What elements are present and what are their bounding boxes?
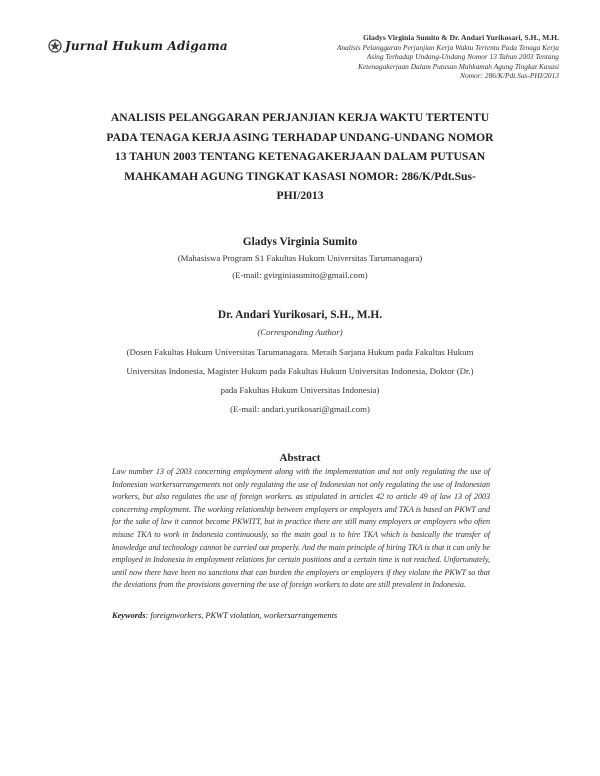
keywords-values: : foreignworkers, PKWT violation, workersarrangements: [145, 611, 338, 620]
author-email: (E-mail: gvirginiasumito@gmail.com): [232, 270, 368, 280]
author-name: Gladys Virginia Sumito: [242, 236, 358, 248]
author-affiliation-line: pada Fakultas Hukum Universitas Indonesia): [220, 385, 380, 395]
author-role: (Corresponding Author): [257, 327, 343, 337]
title-line: ANALISIS PELANGGARAN PERJANJIAN KERJA WAKTU TERTENTU: [110, 111, 490, 124]
title-line: PADA TENAGA KERJA ASING TERHADAP UNDANG-UNDANG NOMOR: [106, 130, 494, 144]
running-head-title-line: Asing Terhadap Undang-Undang Nomor 13 Tahun 2003 Tentang: [366, 52, 559, 62]
running-head-title-line: Ketenagakerjaan Dalam Putusan Mahkamah Agung Tingkat Kasasi: [357, 61, 559, 71]
journal-emblem-icon: [48, 39, 62, 53]
title-line: PHI/2013: [276, 189, 324, 202]
running-head-authors: Gladys Virginia Sumito & Dr. Andari Yurikosari, S.H., M.H.: [363, 33, 559, 42]
running-head: [259, 33, 559, 81]
running-head-title-line: Analisis Pelanggaran Perjanjian Kerja Waktu Tertentu Pada Tenaga Kerja: [336, 42, 559, 52]
author-email: (E-mail: andari.yurikosari@gmail.com): [230, 404, 370, 414]
journal-logo: [48, 39, 228, 53]
title-line: MAHKAMAH AGUNG TINGKAT KASASI NOMOR: 286/K/Pdt.Sus-: [124, 169, 476, 183]
author-affiliation: (Mahasiswa Program S1 Fakultas Hukum Universitas Tarumanagara): [177, 253, 423, 263]
author-affiliation-line: (Dosen Fakultas Hukum Universitas Tarumanagara. Meraih Sarjana Hukum pada Fakultas Hukum: [126, 347, 474, 357]
paper-title: [90, 108, 510, 206]
running-head-title-line: Nomor: 286/K/Pdt.Sus-PHI/2013: [460, 71, 559, 81]
journal-name: Jurnal Hukum Adigama: [65, 39, 228, 53]
author-name: Dr. Andari Yurikosari, S.H., M.H.: [217, 309, 383, 321]
author-affiliation-line: Universitas Indonesia, Magister Hukum pada Fakultas Hukum Universitas Indonesia, Doktor (Dr.): [126, 366, 474, 376]
abstract-text: Law number 13 of 2003 concerning employment along with the implementation and not only regulating the use of Indonesian workersarrangements not only regulating the use of Indonesian not only regulating the use of Indonesian workers, but also regulates the use of foreign workers. as stipulated in articles 42 to article 49 of law 13 of 2003 concerning employment. The working relationship between employers or employers and TKA is based on PKWT and for the sake of law it cannot become PKWITT, but in practice there are still many employers or employers who often misuse TKA to work in Indonesia continuously, so the main goal is to hire TKA which is basically the transfer of knowledge and technology cannot be carried out properly. And the main principle of hiring TKA is that it can only be employed in Indonesia in employment relations for certain positions and a certain time is not reached. Unfortunately, until now there have been no sanctions that can burden the employers or employers if they violate the PKWT so that the deviations from the provisions governing the use of foreign workers to date are still prevalent in Indonesia.: [112, 467, 490, 590]
abstract-heading: Abstract: [279, 452, 321, 464]
keywords-label: Keywords: [112, 611, 146, 620]
keywords: [112, 611, 337, 620]
title-line: 13 TAHUN 2003 TENTANG KETENAGAKERJAAN DALAM PUTUSAN: [114, 150, 486, 163]
